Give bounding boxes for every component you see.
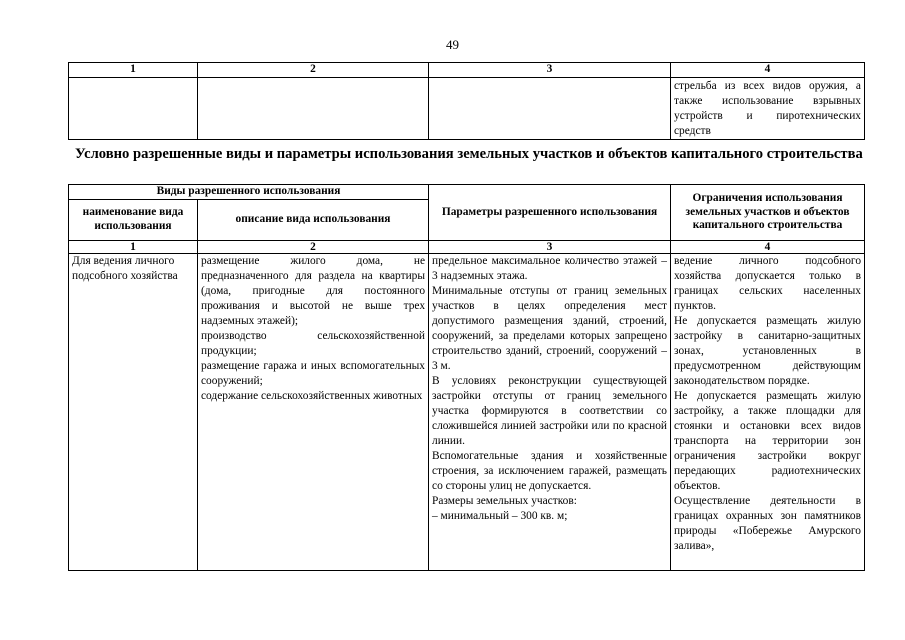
column-number-4: 4 [671, 63, 865, 78]
continuation-table [68, 62, 865, 140]
header-row [69, 185, 865, 200]
column-number-3: 3 [429, 240, 671, 253]
description-paragraph: производство сельскохозяйственной продукции; [201, 329, 426, 357]
column-number-4: 4 [671, 240, 865, 253]
column-number-row [69, 63, 865, 78]
column-number-2: 2 [198, 240, 429, 253]
restriction-paragraph: Не допускается размещать жилую застройку, а также площадки для стоянки и остановки всех видов транспорта на территории зон ограничения застройки вокруг передающих радиотехнических объектов. [674, 389, 862, 492]
parameter-paragraph: предельное максимальное количество этажей – 3 надземных этажа. [432, 254, 668, 282]
restriction-paragraph: ведение личного подсобного хозяйства допускается только в границах сельских населенных пунктов. [674, 254, 862, 312]
parameter-paragraph: – минимальный – 300 кв. м; [432, 509, 568, 522]
desc-header: описание вида использования [198, 199, 429, 240]
name-header: наименование вида использования [69, 199, 198, 240]
description-paragraph: размещение гаража и иных вспомогательных сооружений; [201, 359, 426, 387]
text-line: также использование взрывных [674, 95, 861, 107]
params-header: Параметры разрешенного использования [429, 185, 671, 241]
column-number-row [69, 240, 865, 253]
use-name-cell [69, 253, 198, 570]
column-number-3: 3 [429, 63, 671, 78]
conditional-use-table [68, 184, 865, 571]
column-number-1: 1 [69, 63, 198, 78]
restriction-paragraph: Не допускается размещать жилую застройку в санитарно-защитных зонах, установленных в предусмотренном действующим законодательством порядке. [674, 314, 862, 387]
restrictions-cell [671, 253, 865, 570]
section-title: Условно разрешенные виды и параметры использования земельных участков и объектов капитального строительства [75, 146, 863, 162]
parameter-paragraph: Минимальные отступы от границ земельных участков в целях определения мест допустимого размещения зданий, строений, сооружений, за пределами которых запрещено строительство зданий, строений, сооружений – 3 м. [432, 284, 668, 372]
page-number: 49 [446, 37, 459, 52]
column-number-2: 2 [198, 63, 429, 78]
group-header: Виды разрешенного использования [69, 185, 429, 200]
text-line: устройств и пиротехнических [674, 110, 861, 122]
restriction-paragraph: Осуществление деятельности в границах охранных зон памятников природы «Побережье Амурского залива», [674, 494, 862, 552]
cell-empty [69, 78, 198, 140]
text-line: стрельба из всех видов оружия, а [674, 80, 861, 92]
text-line: средств [674, 125, 711, 137]
table-row [69, 253, 865, 570]
description-paragraph: содержание сельскохозяйственных животных [201, 389, 423, 402]
cell-empty [429, 78, 671, 140]
use-name: Для ведения личного подсобного хозяйства [72, 254, 178, 282]
limits-header: Ограничения использования земельных участков и объектов капитального строительства [671, 185, 865, 241]
table-row [69, 78, 865, 140]
description-paragraph: размещение жилого дома, не предназначенного для раздела на квартиры (дома, пригодные для постоянного проживания и высотой не выше трех надземных этажей); [201, 254, 426, 327]
parameter-paragraph: Размеры земельных участков: [432, 494, 577, 507]
parameters-cell [429, 253, 671, 570]
cell-restrictions-continued [671, 78, 865, 140]
parameter-paragraph: В условиях реконструкции существующей застройки отступы от границ земельного участка формируются в соответствии со сложившейся линией застройки или по красной линии. [432, 374, 668, 447]
use-description-cell [198, 253, 429, 570]
cell-empty [198, 78, 429, 140]
parameter-paragraph: Вспомогательные здания и хозяйственные строения, за исключением гаражей, размещать со стороны улиц не допускается. [432, 449, 668, 492]
column-number-1: 1 [69, 240, 198, 253]
